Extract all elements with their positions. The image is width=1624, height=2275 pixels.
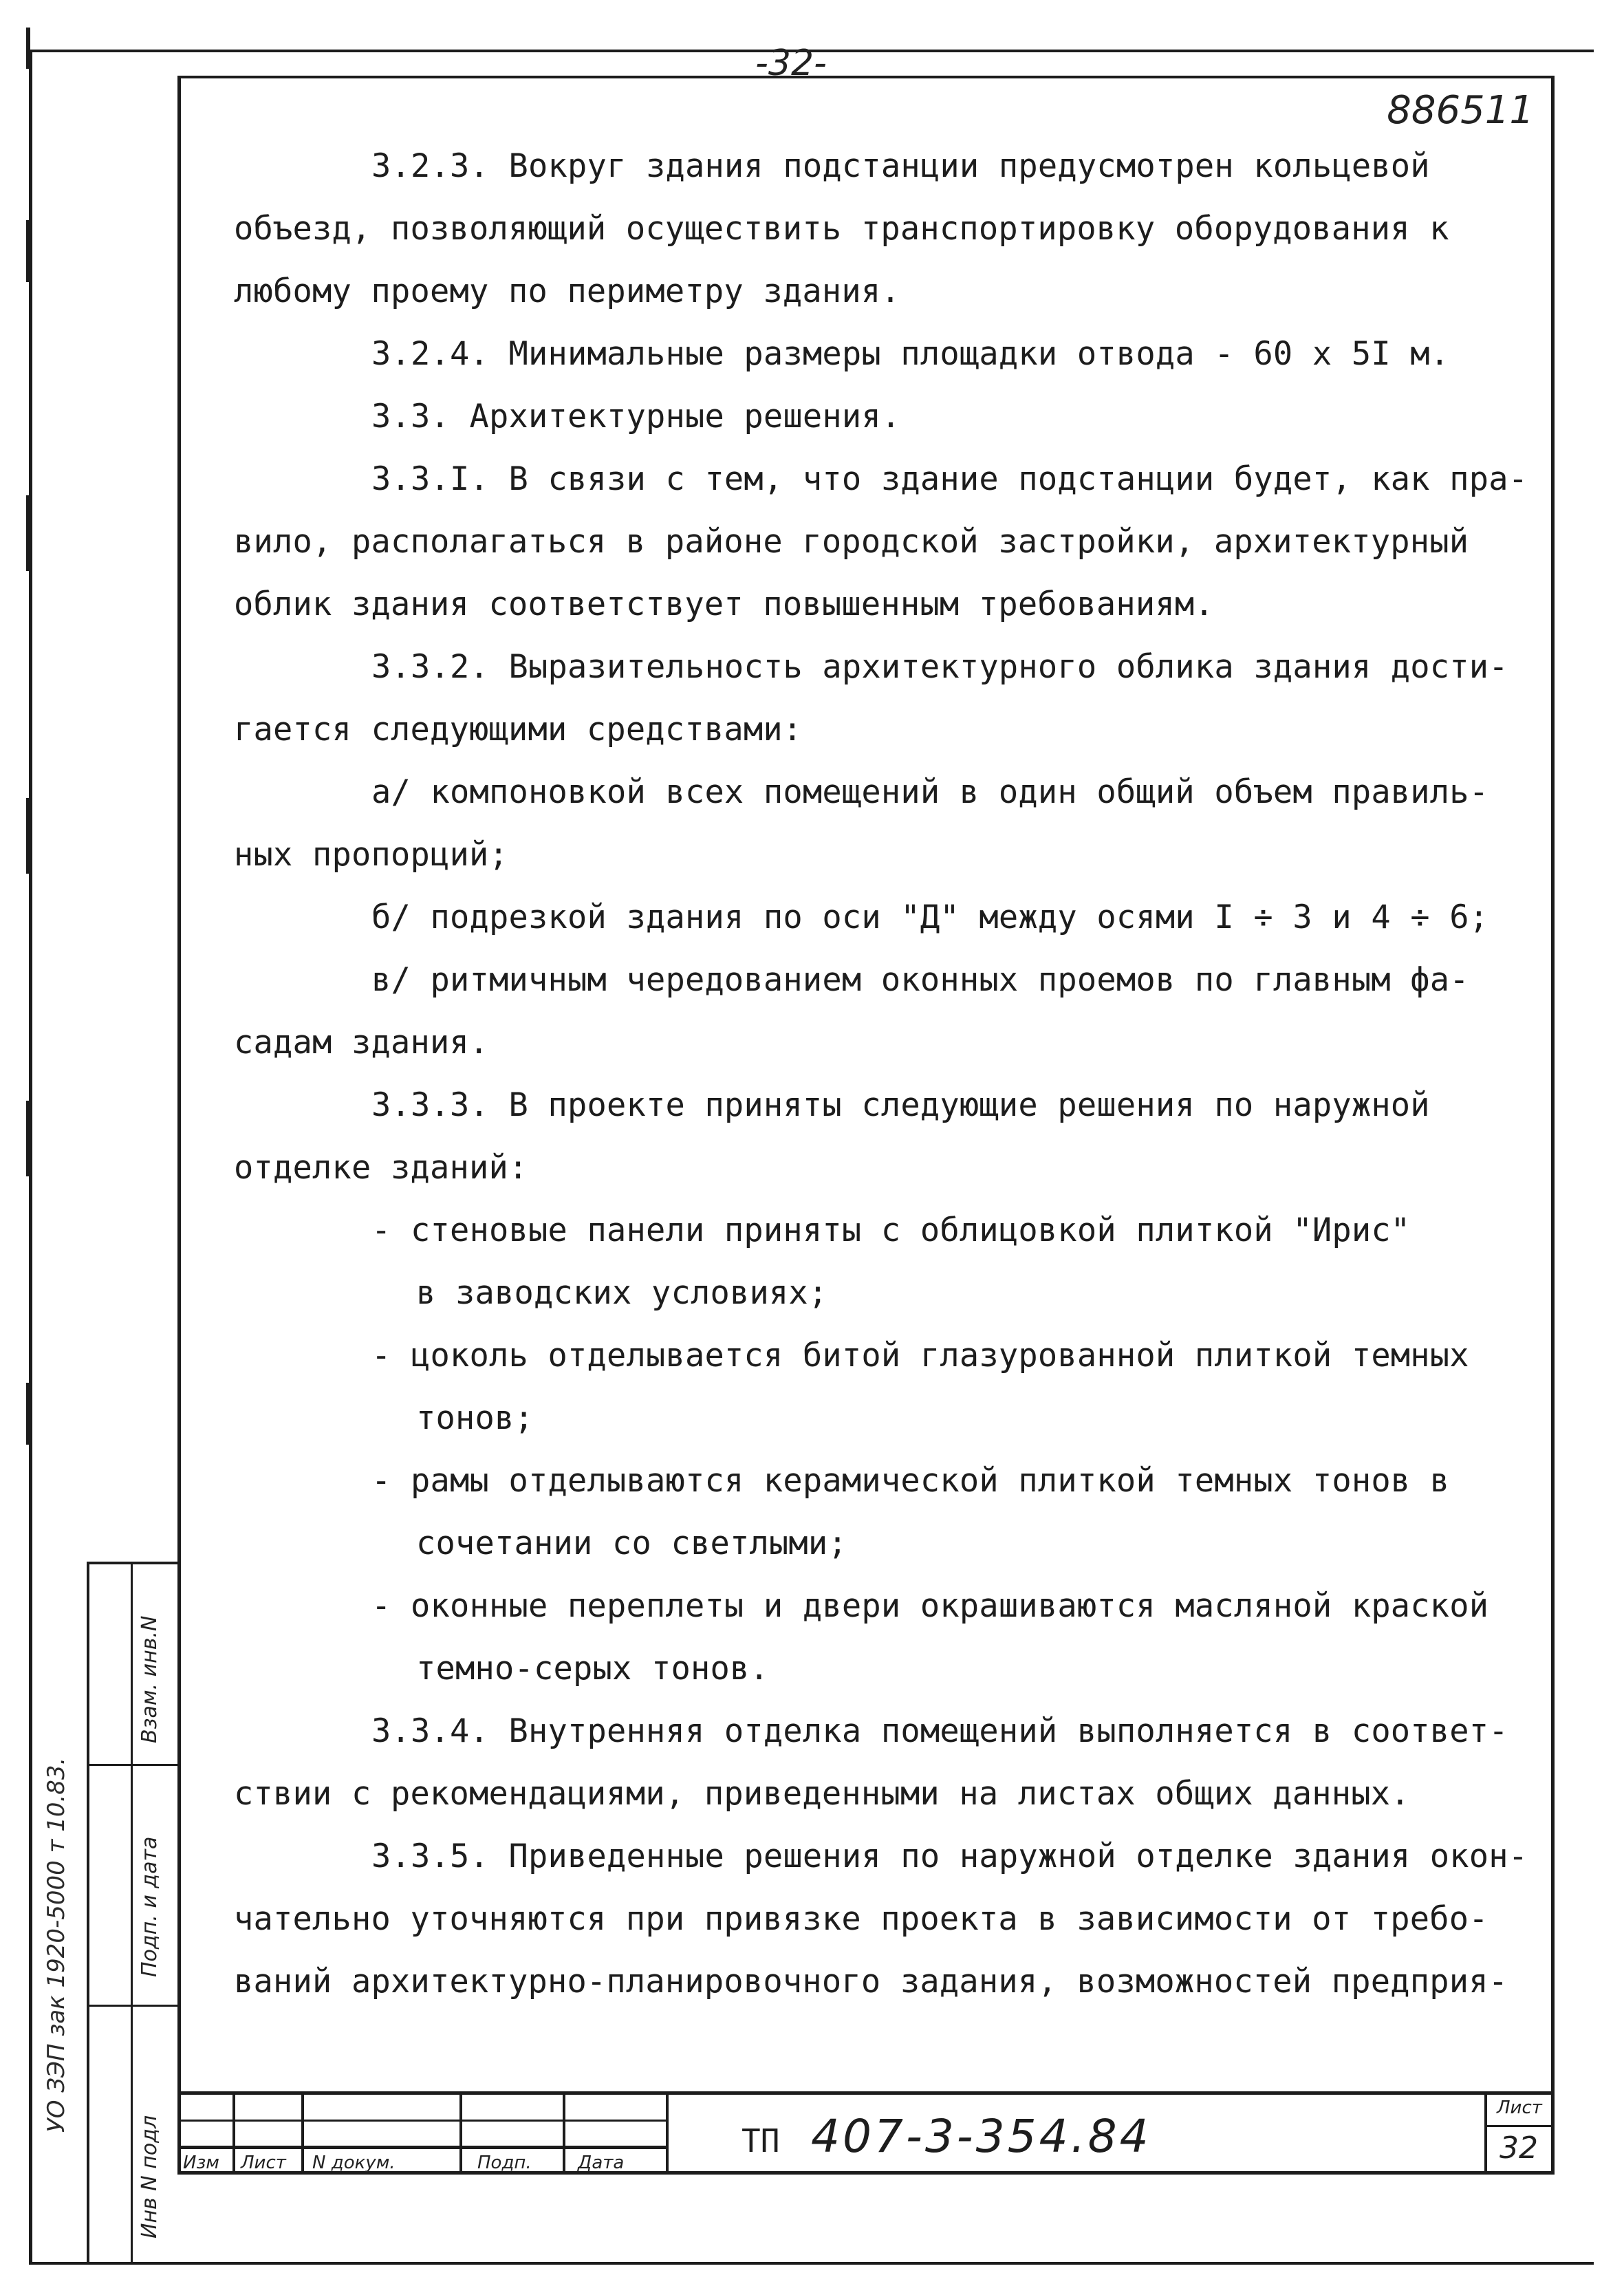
text-line: отделке зданий: <box>234 1149 528 1187</box>
title-row-line <box>177 2146 666 2149</box>
text-line: сочетании со светлыми; <box>416 1524 847 1562</box>
list-item: а/ компоновкой всех помещений в один общий объем правиль- <box>371 773 1489 811</box>
text-line: 3.3.5. Приведенные решения по наружной отделке здания окон- <box>371 1837 1528 1875</box>
title-col-line <box>232 2095 235 2175</box>
title-col-line <box>459 2095 462 2175</box>
col-label-change: Изм <box>183 2153 219 2173</box>
body-text <box>234 135 1527 2013</box>
text-line: тонов; <box>416 1399 534 1437</box>
doc-prefix: ТП <box>741 2122 780 2159</box>
text-line: 3.2.4. Минимальные размеры площадки отвода - 60 х 5I м. <box>371 335 1450 373</box>
text-line: в заводских условиях; <box>416 1274 828 1312</box>
text-line: ных пропорций; <box>234 836 508 874</box>
title-row-line <box>177 2120 666 2122</box>
page-number: -32- <box>755 43 827 84</box>
side-label-replace-inv: Взам. инв.N <box>138 1615 162 1743</box>
text-line: вило, располагаться в районе городской застройки, архитектурный <box>234 523 1469 561</box>
title-col-line <box>301 2095 304 2175</box>
title-col-line <box>666 2095 669 2175</box>
list-item: - цоколь отделывается битой глазурованной плиткой темных <box>371 1337 1469 1374</box>
sheet-label: Лист <box>1497 2098 1542 2118</box>
col-label-signature: Подп. <box>477 2153 532 2173</box>
document-code <box>741 2110 1151 2163</box>
stamp-divider <box>131 1564 133 2262</box>
list-item: - оконные переплеты и двери окрашиваются масляной краской <box>371 1587 1489 1625</box>
list-item: - стеновые панели приняты с облицовкой плиткой "Ирис" <box>371 1211 1411 1249</box>
sheet-cell <box>1484 2095 1554 2175</box>
text-line: объезд, позволяющий осуществить транспортировку оборудования к <box>234 210 1449 248</box>
print-order-note: УО ЗЭП зак 1920-5000 т 10.83. <box>43 1757 70 2133</box>
col-label-sheet: Лист <box>241 2153 286 2173</box>
sheet-divider <box>1487 2125 1554 2127</box>
col-label-date: Дата <box>578 2153 625 2173</box>
text-line: 3.3.3. В проекте приняты следующие решения по наружной <box>371 1086 1430 1124</box>
sheet-number: 32 <box>1500 2131 1538 2166</box>
title-col-line <box>563 2095 565 2175</box>
text-line: чательно уточняются при привязке проекта в зависимости от требо- <box>234 1900 1488 1938</box>
text-line: 3.2.3. Вокруг здания подстанции предусмотрен кольцевой <box>371 147 1430 185</box>
text-line: гается следующими средствами: <box>234 711 803 748</box>
text-line: темно-серых тонов. <box>416 1650 769 1688</box>
doc-number: 407-3-354.84 <box>811 2110 1151 2163</box>
list-item: - рамы отделываются керамической плиткой темных тонов в <box>371 1462 1450 1500</box>
section-heading: 3.3. Архитектурные решения. <box>371 398 901 435</box>
text-line: ствии с рекомендациями, приведенными на листах общих данных. <box>234 1775 1410 1813</box>
stamp-row-line <box>89 1764 180 1766</box>
list-item: б/ подрезкой здания по оси "Д" между осями I ÷ 3 и 4 ÷ 6; <box>371 898 1489 936</box>
side-label-sign-date: Подп. и дата <box>138 1836 162 1977</box>
text-line: 3.3.I. В связи с тем, что здание подстанции будет, как пра- <box>371 460 1528 498</box>
side-label-inv-orig: Инв N подл <box>138 2115 162 2239</box>
text-line: 3.3.2. Выразительность архитектурного облика здания дости- <box>371 648 1508 686</box>
text-line: облик здания соответствует повышенным требованиям. <box>234 585 1214 623</box>
stamp-number: 886511 <box>1387 88 1534 133</box>
stamp-row-line <box>89 2005 180 2007</box>
text-line: любому проему по периметру здания. <box>234 272 900 310</box>
side-binding-stamp <box>87 1562 180 2262</box>
list-item: в/ ритмичным чередованием оконных проемов по главным фа- <box>371 961 1469 999</box>
text-line: ваний архитектурно-планировочного задания, возможностей предприя- <box>234 1963 1508 2001</box>
text-line: 3.3.4. Внутренняя отделка помещений выполняется в соответ- <box>371 1712 1508 1750</box>
col-label-doc-number: N докум. <box>312 2153 396 2173</box>
text-line: садам здания. <box>234 1024 489 1061</box>
title-block <box>177 2091 1551 2175</box>
